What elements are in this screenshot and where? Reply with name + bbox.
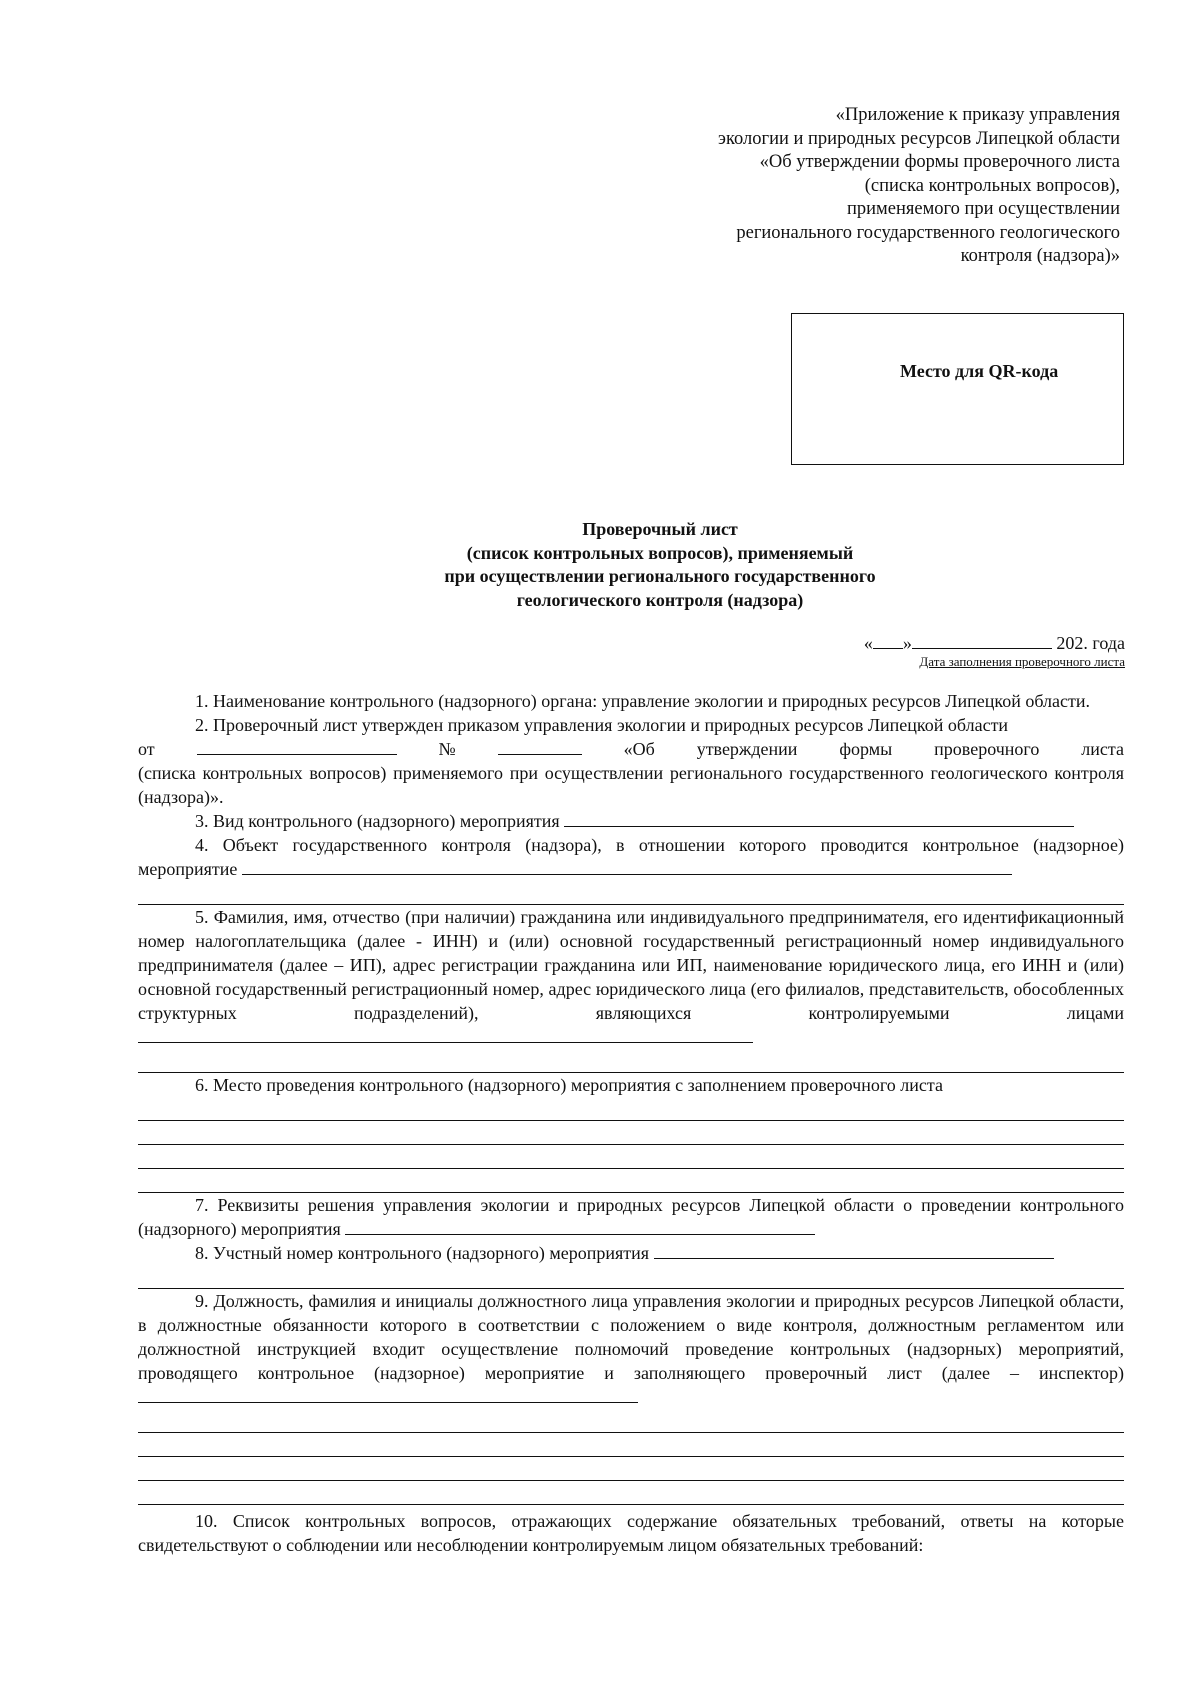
month-blank[interactable] <box>912 632 1052 649</box>
item-5 <box>138 905 1124 1049</box>
event-location-field-line[interactable] <box>138 1145 1124 1169</box>
date-line <box>850 632 1125 654</box>
date-close-quote: » <box>902 633 912 653</box>
form-body <box>138 689 1124 1557</box>
date-year: 202 <box>1056 633 1084 653</box>
decision-details-field[interactable] <box>345 1218 815 1235</box>
item-2-word: «Об <box>623 739 655 759</box>
item-4-text: 4. Объект государственного контроля (надзора), в отношении которого проводится контрольное (надзорное) мероприятие <box>138 835 1124 879</box>
inspector-field-line[interactable] <box>138 1457 1124 1481</box>
qr-code-placeholder <box>791 313 1124 465</box>
item-2-word: утверждении <box>696 739 798 759</box>
event-location-field-line[interactable] <box>138 1169 1124 1193</box>
item-6: 6. Место проведения контрольного (надзорного) мероприятия с заполнением проверочного листа <box>195 1075 943 1095</box>
order-number-field[interactable] <box>498 738 582 755</box>
header-line: контроля (надзора)» <box>960 246 1120 266</box>
header-line: регионального государственного геологического <box>736 222 1120 243</box>
item-5-text: 5. Фамилия, имя, отчество (при наличии) гражданина или индивидуального предпринимателя, его идентификационный номер налогоплательщика (далее - ИНН) и (или) основной государственный регистрационный номер индивидуального предпринимателя (далее – ИП), адрес регистрации гражданина или ИП, наименование юридического лица, его ИНН и (или) основной государственный регистрационный номер, адрес юридического лица (его филиалов, представительств, обособленных структурных подразделений), являющихся контролируемыми лицами <box>138 907 1124 1023</box>
order-date-field[interactable] <box>197 738 397 755</box>
registration-number-field-line[interactable] <box>138 1265 1124 1289</box>
item-8 <box>138 1241 1124 1265</box>
item-1: 1. Наименование контрольного (надзорного) органа: управление экологии и природных ресурсов Липецкой области. <box>195 691 1090 711</box>
item-2-word: листа <box>1081 739 1124 759</box>
item-8-text: 8. Учстный номер контрольного (надзорного) мероприятия <box>195 1243 650 1263</box>
item-9-text: 9. Должность, фамилия и инициалы должностного лица управления экологии и природных ресурсов Липецкой области, в должностные обязанности которого в соответствии с положением о виде контроля, должностным регламентом или должностной инструкцией входит осуществление полномочий проведение контрольных (надзорных) мероприятий, проводящего контрольное (надзорное) мероприятие и заполняющего проверочный лист (далее – инспектор) <box>138 1291 1124 1383</box>
item-2-word: проверочного <box>934 739 1040 759</box>
item-3-text: 3. Вид контрольного (надзорного) мероприятия <box>195 811 560 831</box>
title-line: геологического контроля (надзора) <box>516 589 804 610</box>
item-2-order-line <box>138 737 1124 761</box>
date-caption: Дата заполнения проверочного листа <box>919 654 1125 669</box>
item-2-number-label: № <box>438 739 456 759</box>
item-2-rest: (списка контрольных вопросов) применяемого при осуществлении регионального государственного геологического контроля (надзора)». <box>138 763 1124 807</box>
item-2-intro: 2. Проверочный лист утвержден приказом управления экологии и природных ресурсов Липецкой области <box>195 715 1009 735</box>
control-object-field[interactable] <box>242 858 1012 875</box>
date-open-quote: « <box>863 633 873 653</box>
document-title <box>300 518 1020 612</box>
item-2-word: формы <box>839 739 893 759</box>
date-year-suffix: . года <box>1083 633 1125 653</box>
fill-date <box>850 632 1125 670</box>
day-blank[interactable] <box>873 632 903 649</box>
inspector-field-line[interactable] <box>138 1481 1124 1505</box>
header-line: экологии и природных ресурсов Липецкой области <box>718 128 1120 149</box>
item-3 <box>138 809 1124 833</box>
appendix-header <box>600 104 1120 269</box>
controlled-person-field-line[interactable] <box>138 1049 1124 1073</box>
item-2-from-label: от <box>138 739 155 759</box>
title-line: Проверочный лист <box>582 519 738 539</box>
title-line: (список контрольных вопросов), применяемый <box>466 542 854 563</box>
inspector-field-line[interactable] <box>138 1409 1124 1433</box>
header-line: (списка контрольных вопросов), <box>864 175 1120 196</box>
header-line: «Приложение к приказу управления <box>835 105 1120 125</box>
item-4 <box>138 833 1124 881</box>
header-line: применяемого при осуществлении <box>846 199 1120 219</box>
event-location-field-line[interactable] <box>138 1097 1124 1121</box>
event-type-field[interactable] <box>564 810 1074 827</box>
header-line: «Об утверждении формы проверочного листа <box>759 152 1120 172</box>
item-7 <box>138 1193 1124 1241</box>
item-9 <box>138 1289 1124 1409</box>
title-line: при осуществлении регионального государственного <box>444 566 876 586</box>
registration-number-field[interactable] <box>654 1242 1054 1259</box>
inspector-field[interactable] <box>138 1386 638 1403</box>
inspector-field-line[interactable] <box>138 1433 1124 1457</box>
control-object-field-line[interactable] <box>138 881 1124 905</box>
controlled-person-field[interactable] <box>138 1026 753 1043</box>
item-7-text: 7. Реквизиты решения управления экологии и природных ресурсов Липецкой области о проведении контрольного (надзорного) мероприятия <box>138 1195 1124 1239</box>
qr-code-label: Место для QR-кода <box>900 361 1059 381</box>
event-location-field-line[interactable] <box>138 1121 1124 1145</box>
item-10: 10. Список контрольных вопросов, отражающих содержание обязательных требований, ответы на которые свидетельствуют о соблюдении или несоблюдении контролируемым лицом обязательных требований: <box>138 1511 1124 1555</box>
